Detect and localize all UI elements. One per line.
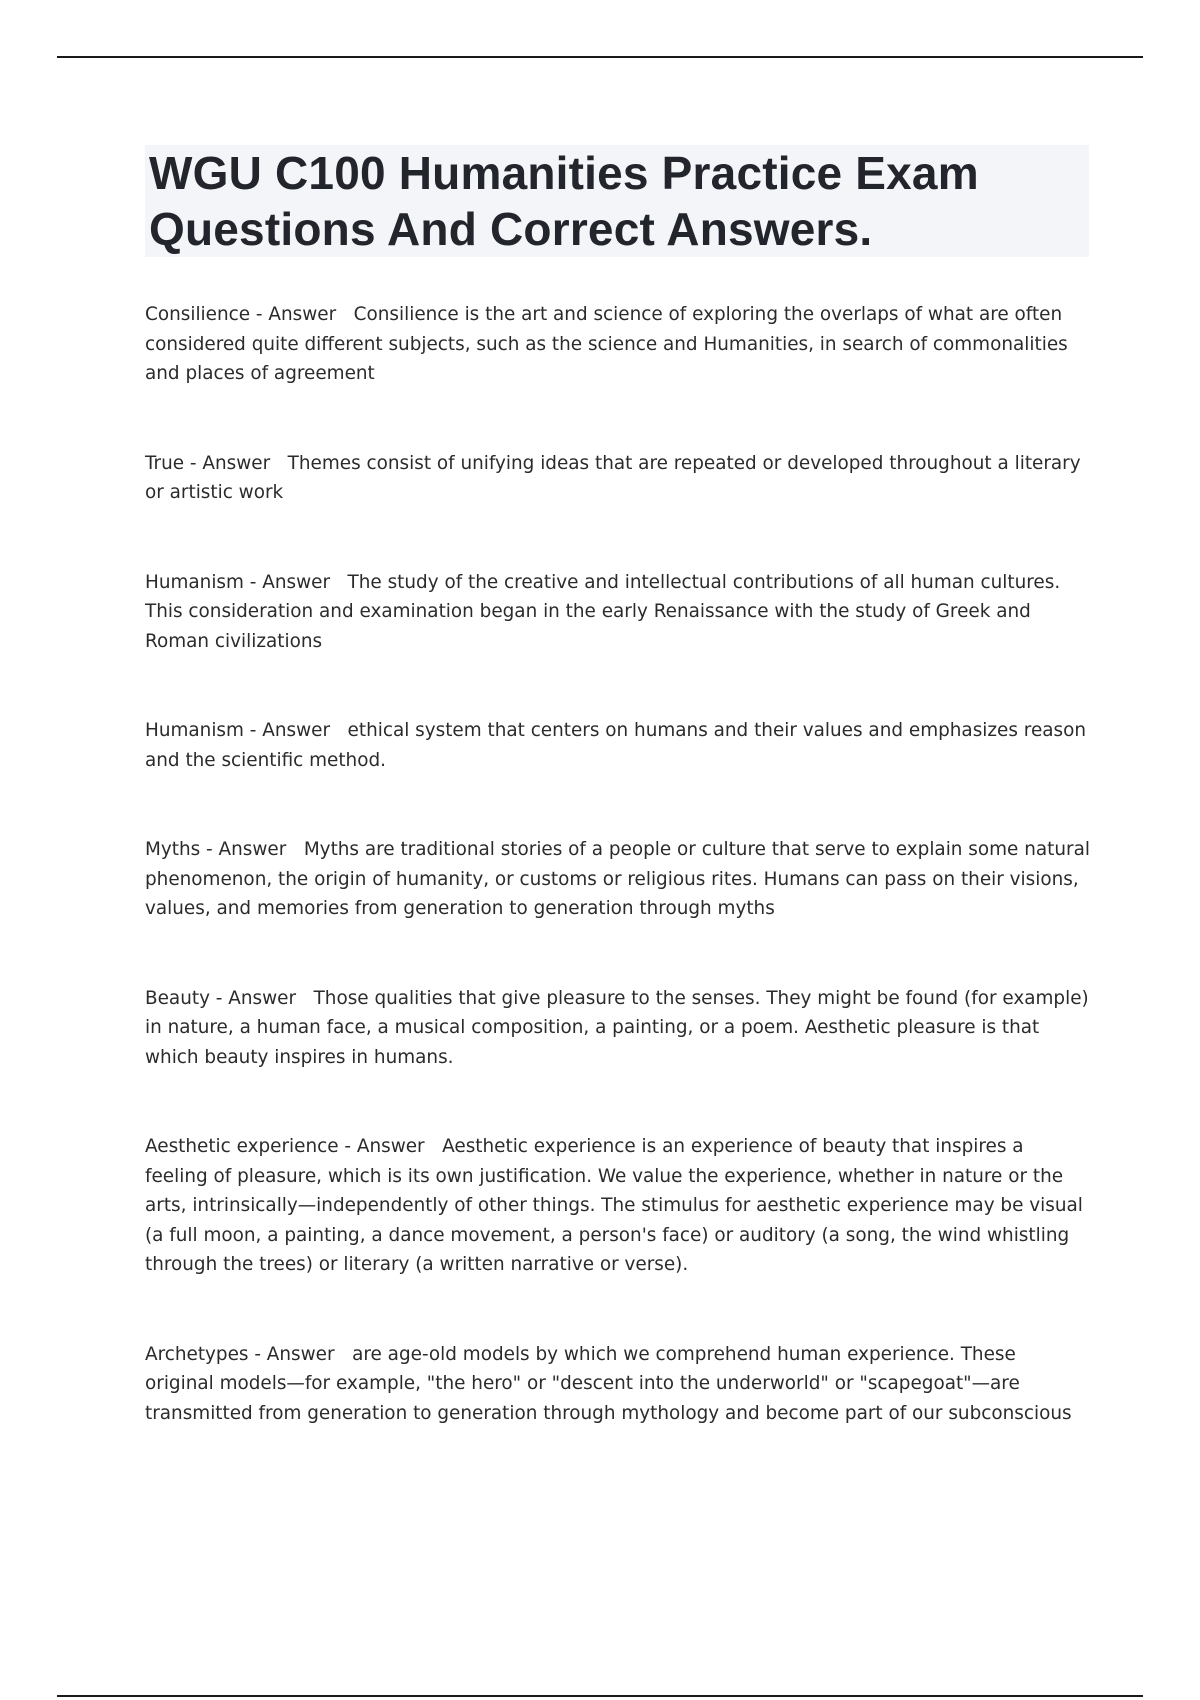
qa-term: Beauty [145, 987, 210, 1009]
qa-entry [145, 1132, 1090, 1280]
qa-separator: - Answer [248, 1343, 353, 1365]
title-block [145, 145, 1089, 257]
qa-separator: - Answer [209, 987, 314, 1009]
qa-entry [145, 835, 1090, 924]
qa-entry [145, 716, 1090, 775]
qa-term: Humanism [145, 571, 244, 593]
qa-answer: Consilience is the art and science of exploring the overlaps of what are often considered quite different subjects, such as the science and Humanities, in search of commonalities and places of agreement [145, 304, 1068, 384]
qa-separator: - Answer [250, 304, 354, 325]
qa-answer: Aesthetic experience is an experience of beauty that inspires a feeling of pleasure, which is its own justification. We value the experience, whether in nature or the arts, intrinsically—independently of other things. The stimulus for aesthetic experience may be visual (a full moon, a painting, a dance movement, a person's face) or auditory (a song, the wind whistling through the trees) or literary (a written narrative or verse). [145, 1136, 1083, 1275]
qa-entry [145, 568, 1090, 657]
qa-answer: Themes consist of unifying ideas that are repeated or developed throughout a literary or artistic work [145, 452, 1081, 503]
qa-list [145, 300, 1090, 1488]
qa-answer: ethical system that centers on humans and their values and emphasizes reason and the scientific method. [145, 720, 1087, 771]
qa-term: Myths [145, 839, 201, 860]
qa-term: True [145, 452, 185, 474]
qa-entry [145, 449, 1090, 508]
qa-separator: - Answer [243, 571, 348, 593]
qa-term: Humanism [145, 720, 244, 741]
qa-entry [145, 300, 1090, 389]
document-title: WGU C100 Humanities Practice Exam Questions And Correct Answers. [149, 147, 979, 255]
qa-entry [145, 1340, 1090, 1429]
qa-entry [145, 984, 1090, 1073]
bottom-divider [57, 1695, 1143, 1697]
qa-answer: The study of the creative and intellectual contributions of all human cultures. This consideration and examination began in the early Renaissance with the study of Greek and Roman civilizations [145, 571, 1061, 652]
qa-answer: Those qualities that give pleasure to the senses. They might be found (for example) in nature, a human face, a musical composition, a painting, or a poem. Aesthetic pleasure is that which beauty inspires in humans. [145, 987, 1089, 1068]
qa-term: Archetypes [145, 1343, 249, 1365]
qa-separator: - Answer [200, 839, 304, 860]
qa-term: Aesthetic experience [145, 1136, 339, 1157]
top-divider [57, 56, 1143, 58]
qa-answer: are age-old models by which we comprehend human experience. These original models—for example, "the hero" or "descent into the underworld" or "scapegoat"—are transmitted from generation to generation through mythology and become part of our subconscious [145, 1343, 1072, 1424]
qa-term: Consilience [145, 304, 251, 325]
qa-answer: Myths are traditional stories of a people or culture that serve to explain some natural phenomenon, the origin of humanity, or customs or religious rites. Humans can pass on their visions, values, and memories from generation to generation through myths [145, 839, 1090, 919]
qa-separator: - Answer [338, 1136, 443, 1157]
qa-separator: - Answer [184, 452, 288, 474]
qa-separator: - Answer [243, 720, 348, 741]
